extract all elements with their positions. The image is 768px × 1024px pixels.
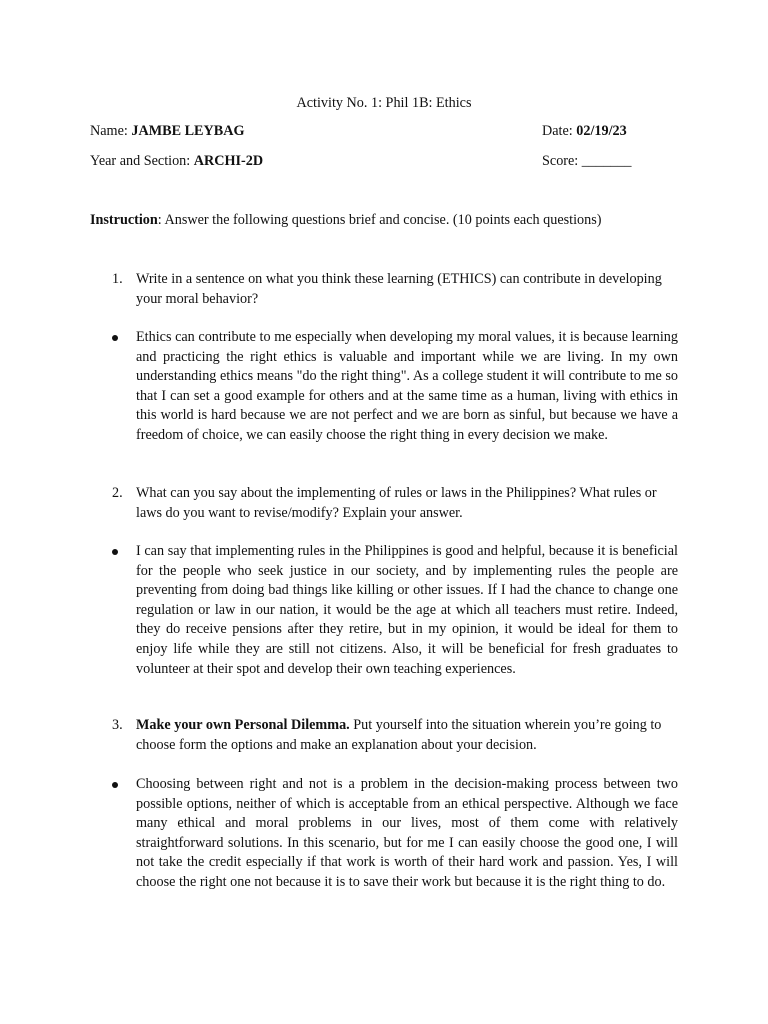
answer-text: Ethics can contribute to me especially when developing my moral values, it is because learning and practicing the right ethics is valuable and important while we are living. In my own understanding ethics means "do the right thing". As a college student it will contribute to me so that I can set a good example for others and at the same time as a human, living with ethics in this world is hard because we are not perfect and we are born as sinful, but because we have a freedom of choice, we can easily choose the right thing in every decision we make. xyxy=(136,329,678,443)
answer-text: I can say that implementing rules in the Philippines is good and helpful, because it is beneficial for the people who seek justice in our society, and by implementing rules the people are preventing from doing bad things like killing or other issues. If I had the chance to change one regulation or law in our nation, it would be the age at which all teachers must retire. Indeed, they do receive pensions after they retire, but in my opinion, it would be ideal for them to enjoy life while they are still not citizens. Also, it will be beneficial for fresh graduates to volunteer at their spot and develop their own teaching experiences. xyxy=(136,543,678,677)
score-label: Score: xyxy=(542,153,579,169)
bullet-icon xyxy=(112,328,136,348)
student-name: JAMBE LEYBAG xyxy=(131,123,245,139)
document-title: Activity No. 1: Phil 1B: Ethics xyxy=(296,95,472,111)
year-section-label: Year and Section: xyxy=(90,153,191,169)
date-label: Date: xyxy=(542,123,573,139)
name-label: Name: xyxy=(90,123,128,139)
name-line xyxy=(90,122,245,140)
answer-1 xyxy=(112,328,678,446)
question-text xyxy=(136,716,678,755)
answer-3 xyxy=(112,775,678,893)
answer-text: Choosing between right and not is a problem in the decision-making process between two possible options, neither of which is acceptable from an ethical perspective. Although we face many ethical and moral problems in our lives, most of them come with relatively straightforward solutions. In this scenario, but for me I can easily choose the good one, I will not take the credit especially if that work is worth of their hard work and passion. Yes, I will choose the right one not because it is to save their work but because it is the right thing to do. xyxy=(136,776,678,890)
score-line xyxy=(542,152,631,170)
question-3 xyxy=(112,716,678,755)
year-section-line xyxy=(90,152,263,170)
year-section-value: ARCHI-2D xyxy=(193,153,264,169)
score-blank: _______ xyxy=(581,153,632,169)
question-2 xyxy=(112,484,678,523)
instruction-label: Instruction xyxy=(90,212,158,228)
question-body: Write in a sentence on what you think these learning (ETHICS) can contribute in developing your moral behavior? xyxy=(136,271,662,307)
date-line xyxy=(542,122,627,140)
question-body: What can you say about the implementing of rules or laws in the Philippines? What rules or laws do you want to revise/modify? Explain your answer. xyxy=(136,485,657,521)
question-1 xyxy=(112,270,678,309)
question-text xyxy=(136,270,678,309)
bullet-icon xyxy=(112,775,136,795)
question-number: 3. xyxy=(112,717,123,733)
date-value: 02/19/23 xyxy=(576,123,627,139)
question-number: 1. xyxy=(112,271,123,287)
question-body: Put yourself into the situation wherein you’re going to choose form the options and make an explanation about your decision. xyxy=(136,717,662,753)
bullet-icon xyxy=(112,542,136,562)
question-number: 2. xyxy=(112,485,123,501)
question-text xyxy=(136,484,678,523)
question-bold: Make your own Personal Dilemma. xyxy=(136,717,350,733)
instruction-text: : Answer the following questions brief and concise. (10 points each questions) xyxy=(157,212,602,228)
instruction-line xyxy=(90,211,690,229)
answer-2 xyxy=(112,542,678,679)
